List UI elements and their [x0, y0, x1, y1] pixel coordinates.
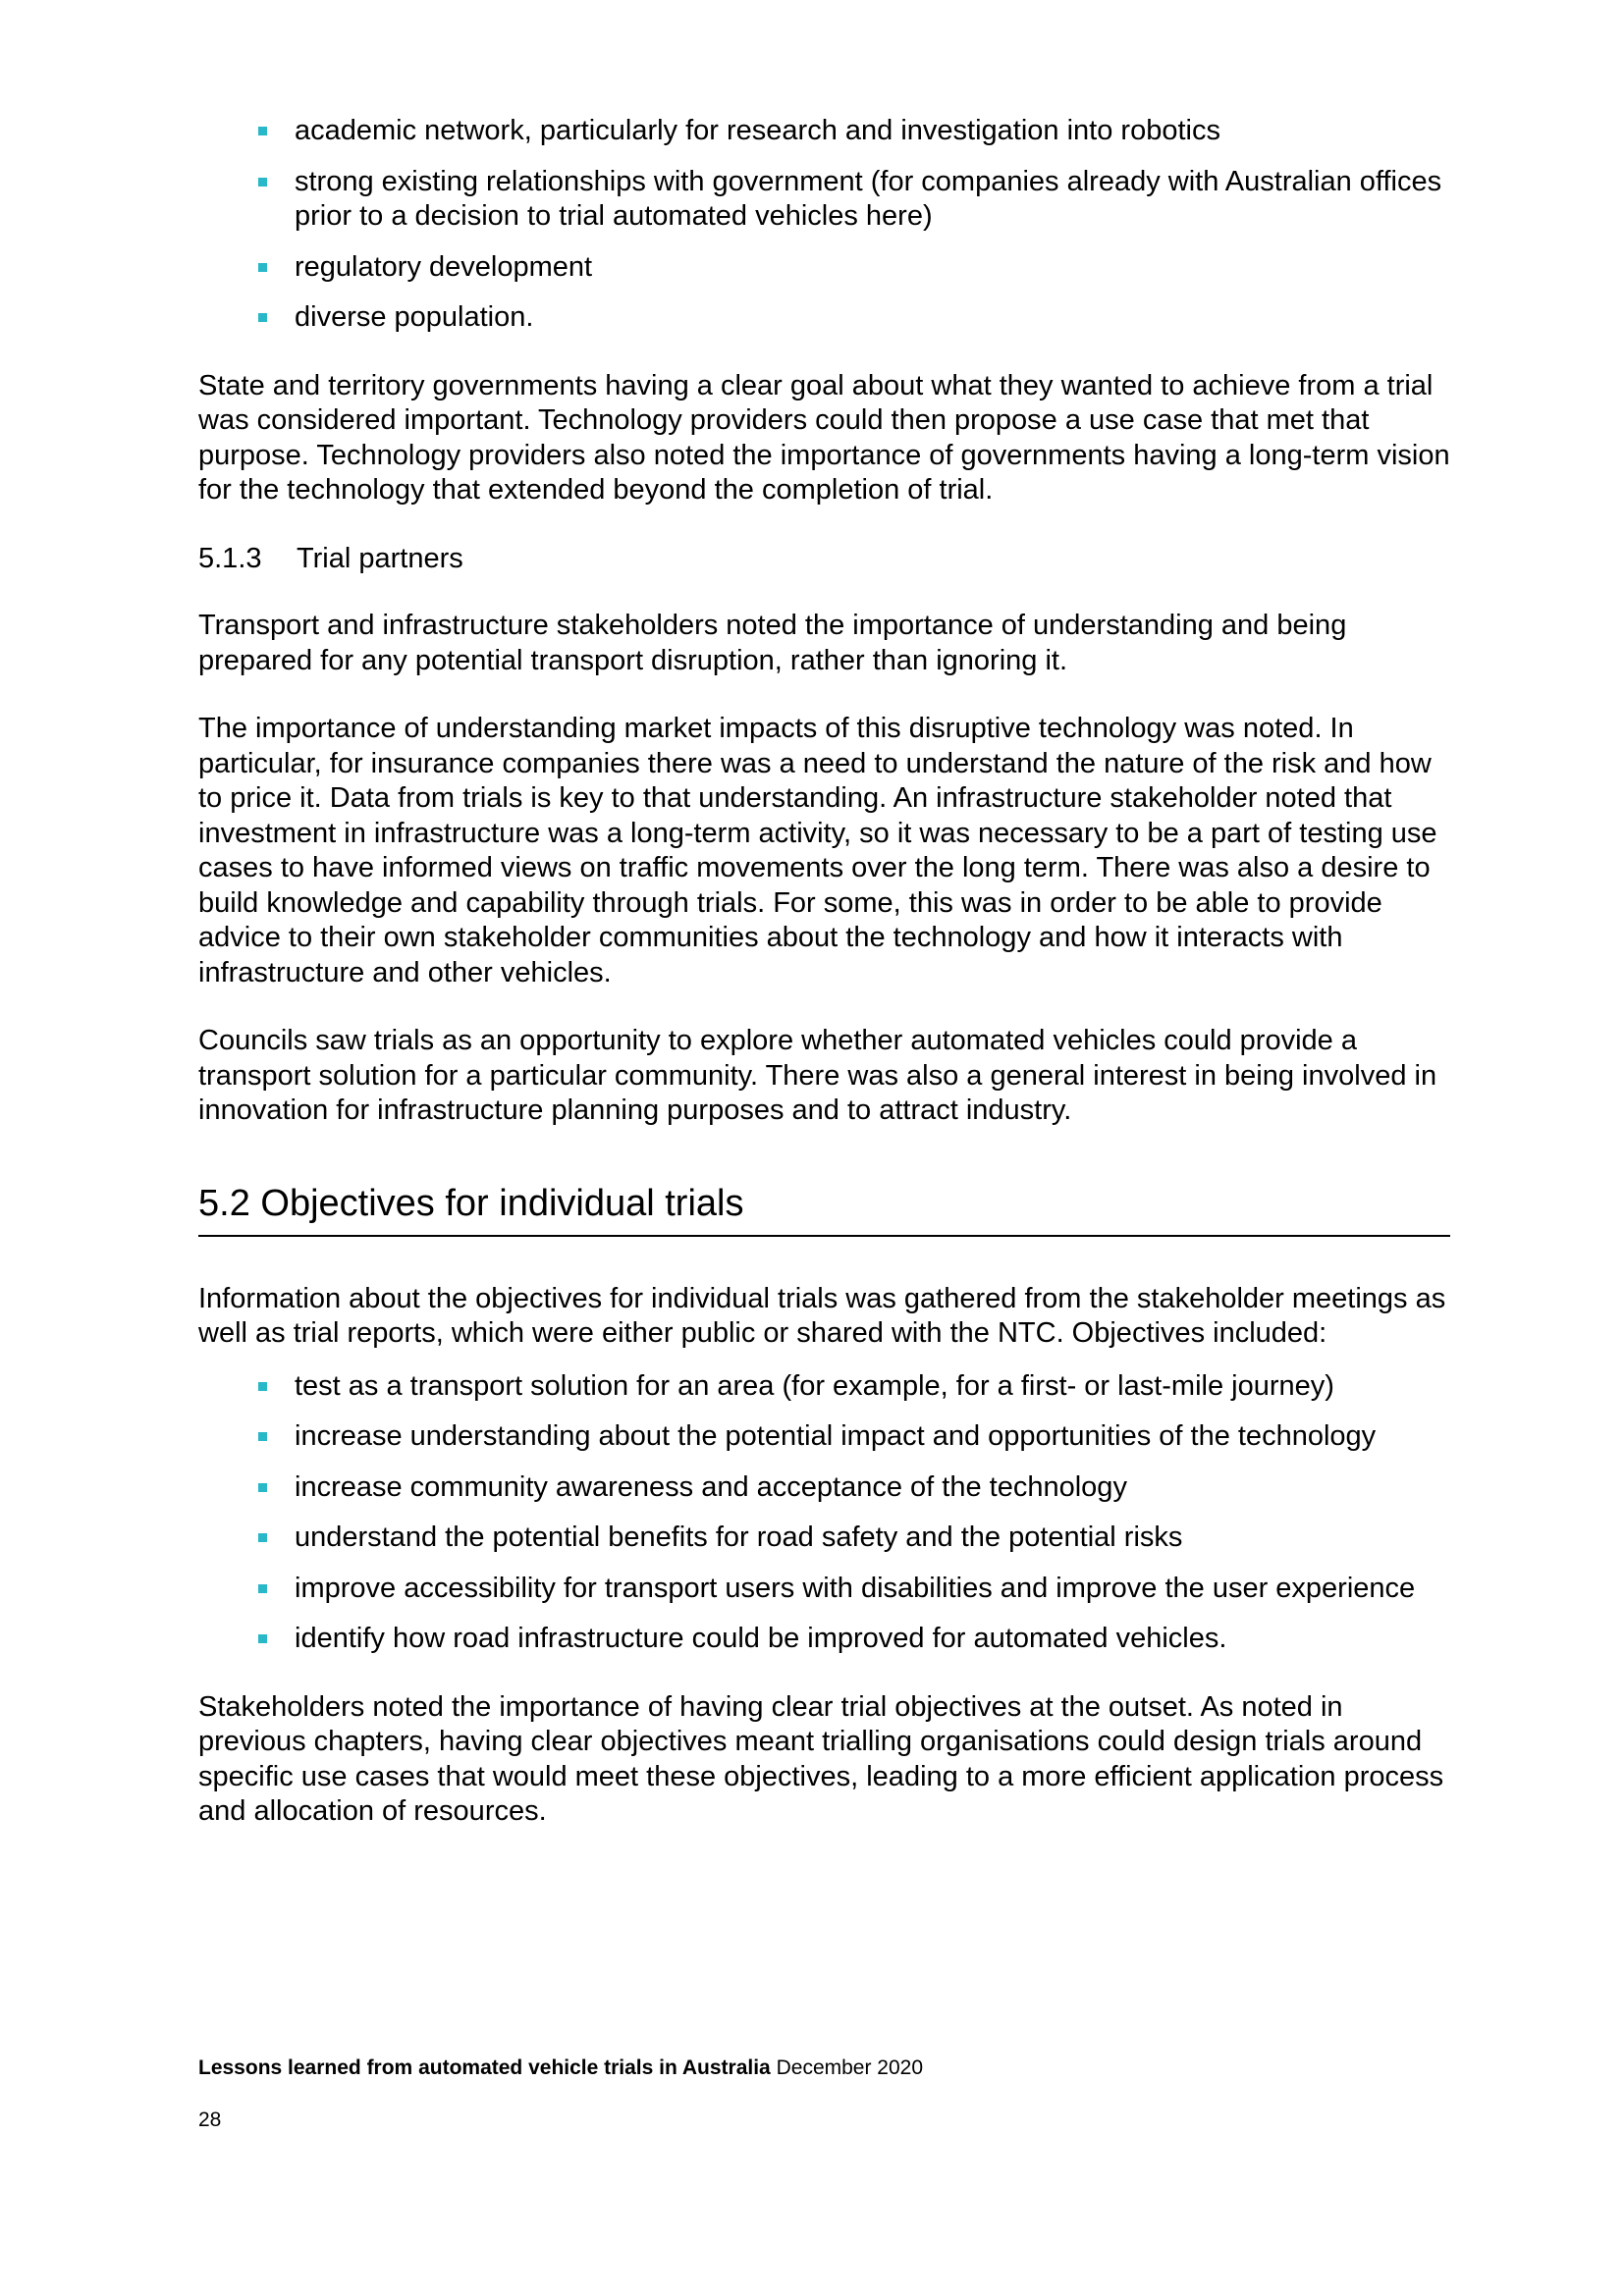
subsection-heading: [198, 542, 1450, 577]
bullet-square-icon: [258, 1584, 267, 1593]
list-item-text: academic network, particularly for research and investigation into robotics: [295, 115, 1220, 146]
list-item: [295, 1521, 1450, 1556]
section-heading: 5.2 Objectives for individual trials: [198, 1182, 1450, 1237]
list-item-text: regulatory development: [295, 250, 593, 283]
subsection-title: Trial partners: [297, 542, 463, 574]
objectives-bullet-list: [198, 1369, 1450, 1657]
paragraph-councils: Councils saw trials as an opportunity to explore whether automated vehicles could provide a transport solution for a particular community. There was also a general interest in being involved in innovation for infrastructure planning purposes and to attract industry.: [198, 1025, 1437, 1126]
bullet-square-icon: [258, 1382, 267, 1391]
page-footer: [198, 2056, 923, 2081]
list-item: [295, 165, 1450, 235]
paragraph-market-impacts: The importance of understanding market impacts of this disruptive technology was noted. In particular, for insurance companies there was a need to understand the nature of the risk and how to price it. Data from trials is key to that understanding. An infrastructure stakeholder noted that investment in infrastructure was a long-term activity, so it was necessary to be a part of testing use cases to have informed views on traffic movements over the long term. There was also a desire to build knowledge and capability through trials. For some, this was in order to be able to provide advice to their own stakeholder communities about the technology and how it interacts with infrastructure and other vehicles.: [198, 713, 1437, 988]
page-number: 28: [198, 2109, 222, 2131]
bullet-square-icon: [258, 1483, 267, 1492]
intro-bullet-list: [198, 114, 1450, 336]
bullet-square-icon: [258, 1634, 267, 1643]
list-item-text: understand the potential benefits for road safety and the potential risks: [295, 1522, 1183, 1553]
list-item-text: increase community awareness and acceptance of the technology: [295, 1470, 1127, 1503]
list-item: [295, 300, 1450, 336]
list-item: [295, 1572, 1450, 1607]
bullet-square-icon: [258, 1432, 267, 1441]
paragraph-government-goals: State and territory governments having a clear goal about what they wanted to achieve from a trial was considered important. Technology providers could then propose a use case that met that purpose. Technology providers also noted the importance of governments having a long-term vision for the technology that extended beyond the completion of trial.: [198, 369, 1450, 506]
list-item-text: strong existing relationships with government (for companies already with Australian offices prior to a decision to trial automated vehicles here): [295, 165, 1442, 232]
page-content: [198, 114, 1450, 1863]
footer-document-title: Lessons learned from automated vehicle trials in Australia: [198, 2056, 771, 2079]
paragraph-objectives-intro: Information about the objectives for individual trials was gathered from the stakeholder meetings as well as trial reports, which were either public or shared with the NTC. Objectives included:: [198, 1282, 1446, 1349]
list-item: [295, 1419, 1450, 1455]
list-item: [295, 1622, 1450, 1657]
list-item-text: improve accessibility for transport users with disabilities and improve the user experience: [295, 1572, 1416, 1604]
list-item-text: diverse population.: [295, 301, 534, 333]
bullet-square-icon: [258, 127, 267, 135]
list-item-text: identify how road infrastructure could be improved for automated vehicles.: [295, 1623, 1227, 1654]
paragraph-transport-disruption: Transport and infrastructure stakeholders noted the importance of understanding and being prepared for any potential transport disruption, rather than ignoring it.: [198, 610, 1347, 676]
bullet-square-icon: [258, 1533, 267, 1542]
list-item-text: test as a transport solution for an area (for example, for a first- or last-mile journey): [295, 1369, 1334, 1402]
subsection-number: 5.1.3: [198, 542, 262, 574]
paragraph-clear-objectives: Stakeholders noted the importance of having clear trial objectives at the outset. As noted in previous chapters, having clear objectives meant trialling organisations could design trials around specific use cases that would meet these objectives, leading to a more efficient application process and allocation of resources.: [198, 1690, 1444, 1827]
list-item: [295, 1369, 1450, 1405]
list-item: [295, 250, 1450, 286]
list-item: [295, 114, 1450, 149]
bullet-square-icon: [258, 178, 267, 187]
list-item: [295, 1470, 1450, 1506]
bullet-square-icon: [258, 263, 267, 272]
bullet-square-icon: [258, 313, 267, 322]
list-item-text: increase understanding about the potential impact and opportunities of the technology: [295, 1420, 1377, 1452]
footer-date: December 2020: [776, 2056, 924, 2079]
